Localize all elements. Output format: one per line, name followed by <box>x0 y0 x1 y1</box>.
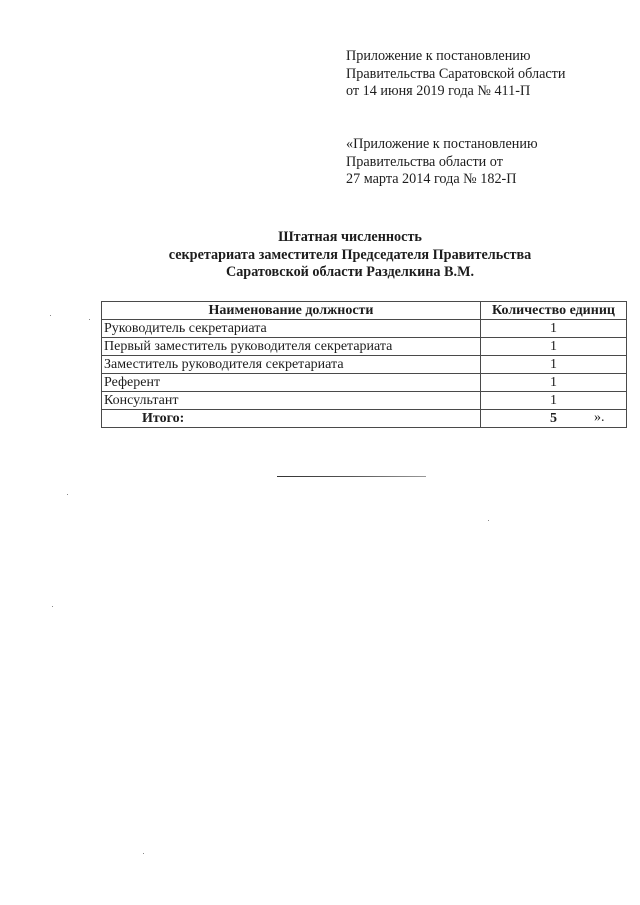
scan-speck <box>488 520 489 521</box>
scan-speck <box>50 315 51 316</box>
position-cell: Референт <box>102 374 481 392</box>
table-row <box>102 338 627 356</box>
total-count: 5 <box>481 410 627 428</box>
appendix-line: «Приложение к постановлению <box>346 136 538 152</box>
header-count: Количество единиц <box>481 302 627 320</box>
scan-speck <box>52 606 53 607</box>
title-line: Саратовской области Разделкина В.М. <box>225 264 475 280</box>
table-total-row <box>102 410 627 428</box>
table-row <box>102 356 627 374</box>
staff-table <box>101 301 627 428</box>
table-header-row <box>102 302 627 320</box>
table-row <box>102 392 627 410</box>
document-title <box>100 229 600 282</box>
table-row <box>102 320 627 338</box>
total-label: Итого: <box>102 410 481 428</box>
count-cell: 1 <box>481 338 627 356</box>
scan-speck <box>67 494 68 495</box>
appendix-line: Приложение к постановлению <box>346 48 531 64</box>
count-cell: 1 <box>481 374 627 392</box>
title-line: секретариата заместителя Председателя Правительства <box>168 246 532 263</box>
appendix-current-reference <box>346 48 565 101</box>
position-cell: Заместитель руководителя секретариата <box>102 356 481 374</box>
title-line: Штатная численность <box>278 229 422 245</box>
scan-speck <box>143 853 144 854</box>
position-cell: Первый заместитель руководителя секретариата <box>102 338 481 356</box>
table-row <box>102 374 627 392</box>
separator-line <box>277 476 426 477</box>
count-cell: 1 <box>481 320 627 338</box>
appendix-original-reference <box>346 136 538 189</box>
count-cell: 1 <box>481 392 627 410</box>
appendix-line: от 14 июня 2019 года № 411-П <box>346 83 531 99</box>
position-cell: Консультант <box>102 392 481 410</box>
appendix-line: Правительства Саратовской области <box>346 65 566 82</box>
appendix-line: 27 марта 2014 года № 182-П <box>346 171 517 187</box>
closing-quote: ». <box>594 410 605 425</box>
count-cell: 1 <box>481 356 627 374</box>
scan-speck <box>89 319 90 320</box>
position-cell: Руководитель секретариата <box>102 320 481 338</box>
header-position: Наименование должности <box>102 302 481 320</box>
appendix-line: Правительства области от <box>346 153 503 170</box>
